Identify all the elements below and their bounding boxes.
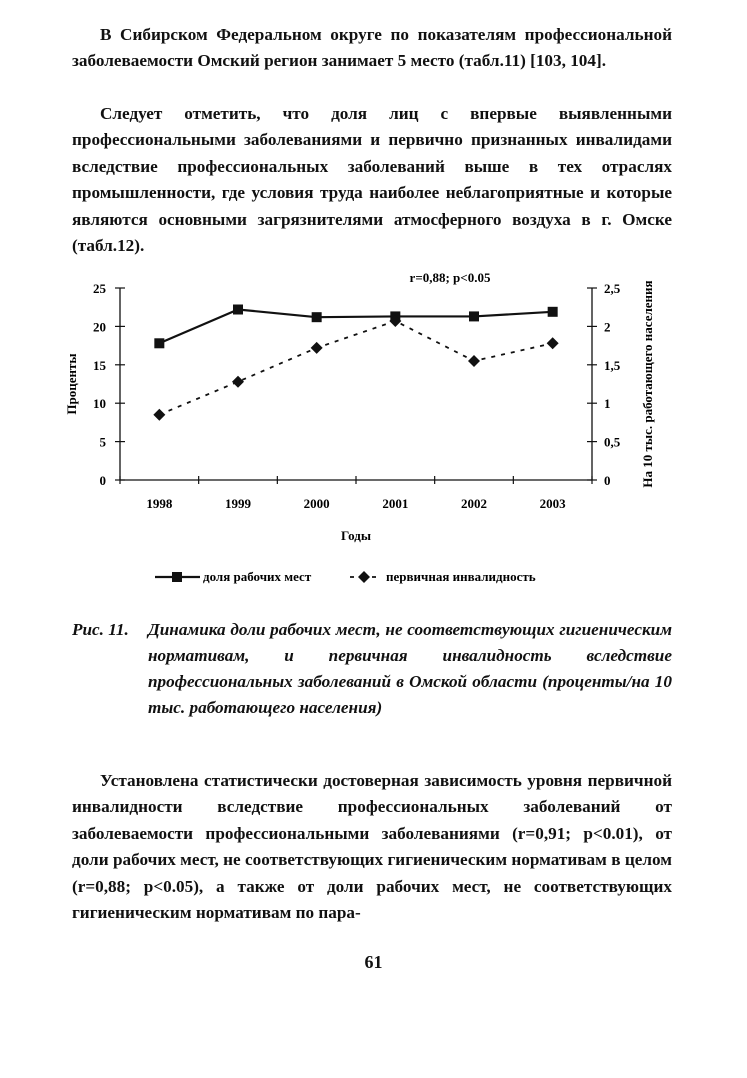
figure-caption-text: Динамика доли рабочих мест, не соответствующих гигиеническим нормативам, и первичная инвалидность вследствие профессиональных заболеваний в Омской области (проценты/на 10 тыс. работающего населения) xyxy=(148,620,672,717)
marker-diamond xyxy=(232,376,244,388)
x-tick-label: 1998 xyxy=(146,496,173,511)
legend xyxy=(155,569,536,584)
legend-marker-diamond xyxy=(358,571,370,583)
y-tick-label-left: 10 xyxy=(93,396,106,412)
y-tick-label-right: 2,5 xyxy=(604,281,621,296)
x-tick-label: 2000 xyxy=(303,496,330,511)
marker-diamond xyxy=(153,409,165,421)
series-line-2 xyxy=(159,321,552,415)
marker-square xyxy=(548,307,558,317)
y-tick-label-left: 20 xyxy=(93,319,106,335)
marker-diamond xyxy=(547,337,559,349)
marker-square xyxy=(154,338,164,348)
line-chart xyxy=(60,268,680,598)
x-tick-label: 2002 xyxy=(461,496,487,511)
y-tick-label-right: 2 xyxy=(604,319,611,335)
paragraph-1: В Сибирском Федеральном округе по показателям профессиональной заболеваемости Омский регион занимает 5 место (табл.11) [103, 104]. xyxy=(72,25,672,71)
legend-label-1: доля рабочих мест xyxy=(203,569,312,584)
y-axis-title-left: Проценты xyxy=(64,353,79,415)
page-number: 61 xyxy=(364,952,383,972)
marker-diamond xyxy=(311,342,323,354)
paragraph-3: Установлена статистически достоверная зависимость уровня первичной инвалидности вследствие профессиональных заболеваний от заболеваемости профессиональными заболеваниями (r=0,91; p<0.01), от доли рабочих мест, не соответствующих гигиеническим нормативам в целом (r=0,88; p<0.05), а также от доли рабочих мест, не соответствующих гигиеническим нормативам по пара- xyxy=(72,771,672,923)
marker-square xyxy=(469,311,479,321)
x-tick-label: 2001 xyxy=(382,496,409,511)
figure-label: Рис. 11. xyxy=(72,620,129,639)
y-tick-label-left: 15 xyxy=(93,357,106,373)
figure-caption xyxy=(72,617,672,721)
y-tick-label-left: 5 xyxy=(99,434,106,450)
y-tick-label-left: 0 xyxy=(99,473,106,488)
marker-square xyxy=(233,305,243,315)
marker-diamond xyxy=(468,355,480,367)
y-tick-label-right: 1,5 xyxy=(604,357,621,373)
y-tick-label-right: 1 xyxy=(604,396,611,412)
y-tick-label-left: 25 xyxy=(93,281,106,296)
series-line-1 xyxy=(159,310,552,344)
x-tick-label: 2003 xyxy=(539,496,566,511)
marker-square xyxy=(312,312,322,322)
y-tick-label-right: 0,5 xyxy=(604,434,621,450)
y-tick-label-right: 0 xyxy=(604,473,611,488)
paragraph-2: Следует отметить, что доля лиц с впервые выявленными профессиональными заболеваниями и первично признанных инвалидами вследствие профессиональных заболеваний выше в тех отраслях промышленности, где условия труда наиболее неблагоприятные и которые являются основными загрязнителями атмосферного воздуха в г. Омске (табл.12). xyxy=(72,104,672,256)
legend-marker-square xyxy=(172,572,182,582)
x-axis-title: Годы xyxy=(341,528,371,543)
legend-label-2: первичная инвалидность xyxy=(386,569,536,584)
x-tick-label: 1999 xyxy=(225,496,251,511)
correlation-annotation: r=0,88; p<0.05 xyxy=(409,270,491,285)
y-axis-title-right: На 10 тыс. работающего населения xyxy=(640,280,655,488)
